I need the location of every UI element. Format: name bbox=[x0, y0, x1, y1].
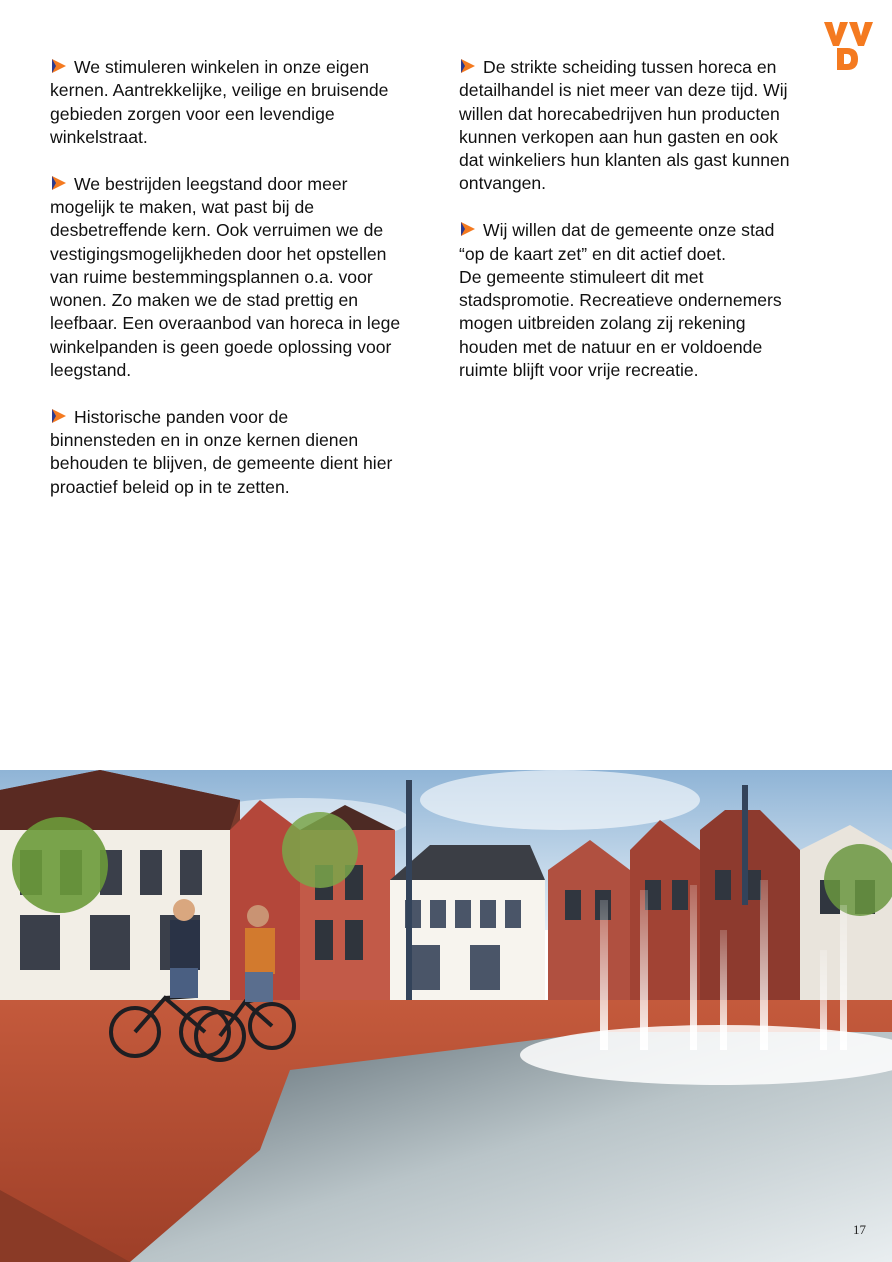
left-column bbox=[50, 56, 450, 523]
text-line: binnensteden en in onze kernen dienen bbox=[50, 430, 359, 451]
page-number: 17 bbox=[853, 1222, 866, 1237]
arrow-bullet-icon bbox=[459, 58, 477, 74]
text-line: vestigingsmogelijkheden door het opstellen bbox=[50, 243, 387, 264]
text-line: kernen. Aantrekkelijke, veilige en bruisende bbox=[50, 80, 389, 101]
text-line: behouden te blijven, de gemeente dient hier bbox=[50, 453, 393, 474]
text-line: Wij willen dat de gemeente onze stad bbox=[483, 220, 775, 241]
text-line: stadspromotie. Recreatieve ondernemers bbox=[459, 290, 782, 311]
text-line: van ruime bestemmingsplannen o.a. voor bbox=[50, 266, 373, 287]
arrow-bullet-icon bbox=[50, 58, 68, 74]
text-line: winkelpanden is geen goede oplossing voor bbox=[50, 336, 392, 357]
text-line: Historische panden voor de bbox=[74, 406, 289, 427]
text-line: mogelijk te maken, wat past bij de bbox=[50, 196, 315, 217]
paragraph-leegstand bbox=[50, 173, 450, 383]
text-line: ontvangen. bbox=[459, 173, 547, 194]
text-line: wonen. Zo maken we de stad prettig en bbox=[50, 290, 359, 311]
arrow-bullet-icon bbox=[50, 408, 68, 424]
arrow-bullet-icon bbox=[459, 221, 477, 237]
text-line: houden met de natuur en er voldoende bbox=[459, 336, 763, 357]
text-line: We bestrijden leegstand door meer bbox=[74, 173, 348, 194]
text-line: “op de kaart zet” en dit actief doet. bbox=[459, 243, 726, 264]
text-line: desbetreffende kern. Ook verruimen we de bbox=[50, 220, 384, 241]
text-line: dat winkeliers hun klanten als gast kunnen bbox=[459, 150, 790, 171]
town-square-photo bbox=[0, 770, 892, 1262]
right-column bbox=[459, 56, 839, 406]
text-line: gebieden zorgen voor een levendige bbox=[50, 103, 335, 124]
text-line: leefbaar. Een overaanbod van horeca in lege bbox=[50, 313, 401, 334]
text-line: We stimuleren winkelen in onze eigen bbox=[74, 57, 370, 77]
text-line: proactief beleid op in te zetten. bbox=[50, 476, 290, 497]
text-line: De strikte scheiding tussen horeca en bbox=[483, 57, 777, 77]
text-line: mogen uitbreiden zolang zij rekening bbox=[459, 313, 746, 334]
text-line: leegstand. bbox=[50, 360, 132, 381]
text-line: De gemeente stimuleert dit met bbox=[459, 266, 704, 287]
text-line: willen dat horecabedrijven hun producten bbox=[459, 103, 780, 124]
paragraph-stadspromotie bbox=[459, 219, 839, 382]
text-line: kunnen verkopen aan hun gasten en ook bbox=[459, 126, 778, 147]
paragraph-horeca-detailhandel bbox=[459, 56, 839, 196]
text-line: winkelstraat. bbox=[50, 126, 148, 147]
text-line: detailhandel is niet meer van deze tijd. Wij bbox=[459, 80, 788, 101]
arrow-bullet-icon bbox=[50, 175, 68, 191]
paragraph-winkelen bbox=[50, 56, 450, 149]
paragraph-historische-panden bbox=[50, 406, 450, 499]
text-line: ruimte blijft voor vrije recreatie. bbox=[459, 360, 699, 381]
